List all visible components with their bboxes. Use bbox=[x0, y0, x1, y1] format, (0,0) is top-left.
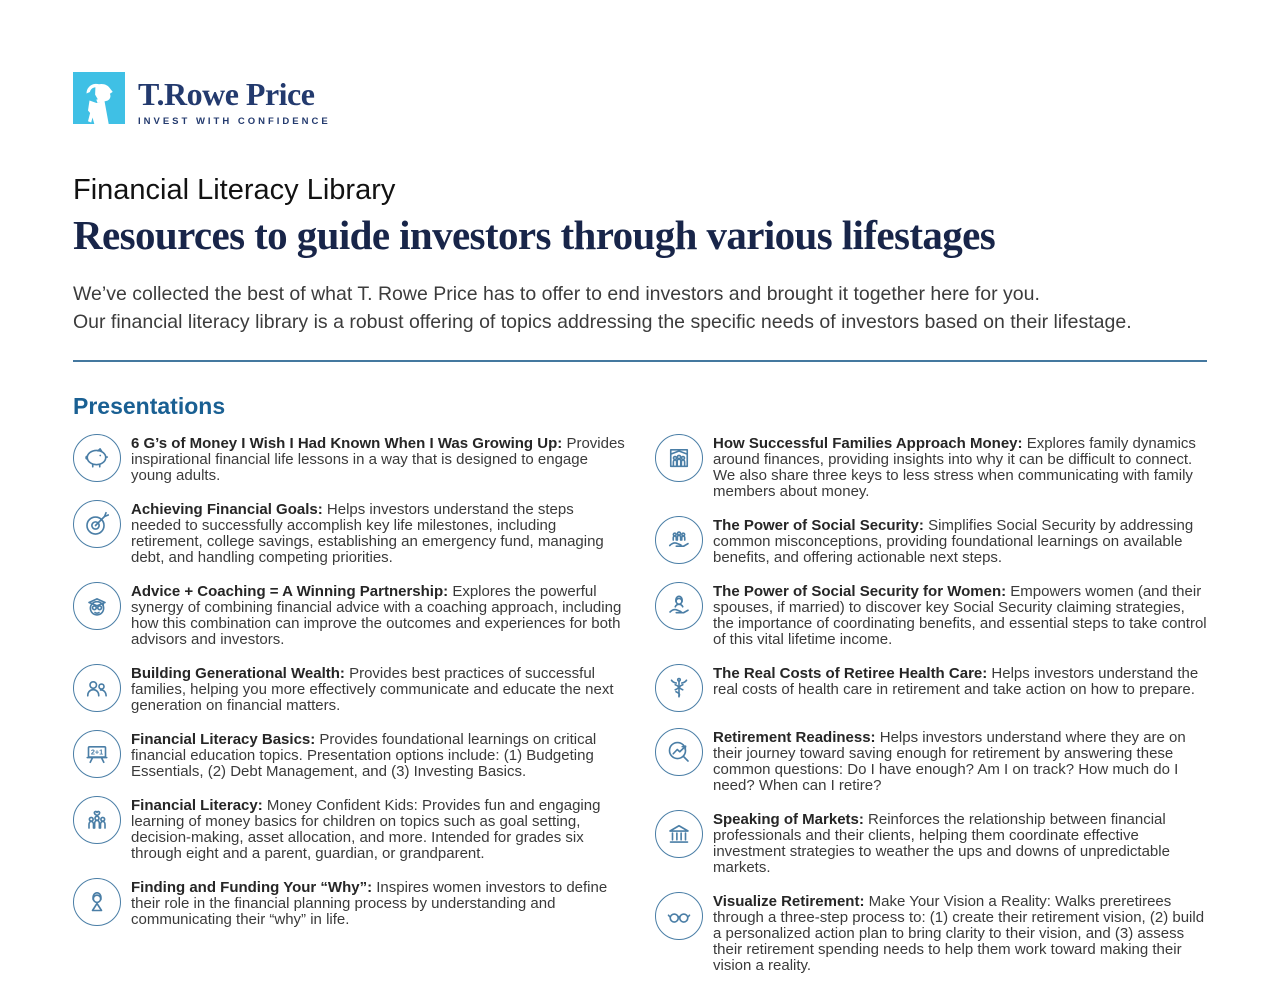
item-text: Building Generational Wealth: Provides best practices of successful families, helping you more effectively communicate and educate the next generation on financial matters. bbox=[131, 665, 614, 714]
item-achieving-financial-goals bbox=[73, 500, 625, 566]
piggy-bank-icon bbox=[73, 434, 121, 482]
item-text: Achieving Financial Goals: Helps investors understand the steps needed to successfully accomplish key life milestones, including retirement, college savings, establishing an emergency fund, managing debt, and handling competing priorities. bbox=[131, 501, 604, 566]
item-text: The Power of Social Security: Simplifies Social Security by addressing common misconceptions, providing foundational learnings on available benefits, and offering actionable next steps. bbox=[713, 517, 1194, 566]
bank-icon bbox=[655, 810, 703, 858]
item-text: The Power of Social Security for Women: Empowers women (and their spouses, if married) to discover key Social Security claiming strategies, the importance of coordinating benefits, and essential steps to take control of this vital lifetime income. bbox=[713, 583, 1207, 648]
family-portrait-icon bbox=[655, 434, 703, 482]
target-arrow-icon bbox=[73, 500, 121, 548]
item-text: Retirement Readiness: Helps investors understand where they are on their journey toward saving enough for retirement by answering these common questions: Do I have enough? Am I on track? How much do I need? When can I retire? bbox=[713, 729, 1186, 794]
family-heart-icon bbox=[73, 796, 121, 844]
left-column bbox=[73, 434, 625, 990]
eyeglasses-icon bbox=[655, 892, 703, 940]
item-text: Visualize Retirement: Make Your Vision a Reality: Walks preretirees through a three-step process to: (1) create their retirement vision, (2) build a personalized action plan to bring clarity to their vision, and (3) assess their retirement spending needs to help them work toward making their vision a reality. bbox=[713, 893, 1205, 974]
magnifier-trend-icon bbox=[655, 728, 703, 776]
ram-icon bbox=[73, 72, 125, 124]
item-text: The Real Costs of Retiree Health Care: Helps investors understand the real costs of health care in retirement and take action on how to prepare. bbox=[713, 665, 1199, 698]
brand-tagline: INVEST WITH CONFIDENCE bbox=[138, 116, 331, 127]
item-6gs-of-money bbox=[73, 434, 625, 484]
item-text: Financial Literacy Basics: Provides foundational learnings on critical financial education topics. Presentation options include: (1) Budgeting Essentials, (2) Debt Management, and (3) Investing Basics. bbox=[131, 731, 597, 780]
owl-graduate-icon bbox=[73, 582, 121, 630]
presentations-columns bbox=[73, 434, 1207, 990]
item-retiree-health-care bbox=[655, 664, 1207, 712]
hand-people-icon bbox=[655, 516, 703, 564]
woman-hand-icon bbox=[655, 582, 703, 630]
intro-line-1: We’ve collected the best of what T. Rowe Price has to offer to end investors and brought it together here for you. bbox=[73, 283, 1040, 305]
item-text: 6 G’s of Money I Wish I Had Known When I Was Growing Up: Provides inspirational financial life lessons in a way that is designed to engage young adults. bbox=[131, 435, 625, 484]
brand-text bbox=[138, 72, 331, 127]
right-column bbox=[655, 434, 1207, 990]
item-text: Finding and Funding Your “Why”: Inspires women investors to define their role in the financial planning process by understanding and communicating their “why” in life. bbox=[131, 879, 608, 928]
presentations-heading: Presentations bbox=[73, 393, 226, 419]
item-money-confident-kids bbox=[73, 796, 625, 862]
chalkboard-math-icon bbox=[73, 730, 121, 778]
item-text: Financial Literacy: Money Confident Kids: Provides fun and engaging learning of money basics for children on topics such as goal setting, decision-making, asset allocation, and more. Intended for grades six through eight and a parent, guardian, or grandparent. bbox=[131, 797, 601, 862]
brand-logo bbox=[73, 72, 1207, 127]
divider-rule bbox=[73, 360, 1207, 362]
item-text: Speaking of Markets: Reinforces the relationship between financial professionals and their clients, helping them coordinate effective investment strategies to weather the ups and downs of unpredictable markets. bbox=[713, 811, 1170, 876]
item-building-generational-wealth bbox=[73, 664, 625, 714]
item-finding-funding-why bbox=[73, 878, 625, 928]
item-successful-families bbox=[655, 434, 1207, 500]
item-power-social-security bbox=[655, 516, 1207, 566]
brand-wordmark: T.Rowe Price bbox=[138, 76, 315, 112]
item-financial-literacy-basics bbox=[73, 730, 625, 780]
item-visualize-retirement bbox=[655, 892, 1207, 974]
caduceus-icon bbox=[655, 664, 703, 712]
item-social-security-women bbox=[655, 582, 1207, 648]
item-retirement-readiness bbox=[655, 728, 1207, 794]
library-eyebrow: Financial Literacy Library bbox=[73, 174, 396, 206]
item-text: Advice + Coaching = A Winning Partnership: Explores the powerful synergy of combining financial advice with a coaching approach, including how this combination can improve the outcomes and experiences for both advisors and investors. bbox=[131, 583, 622, 648]
item-speaking-of-markets bbox=[655, 810, 1207, 876]
item-text: How Successful Families Approach Money: Explores family dynamics around finances, providing insights into why it can be difficult to connect. We also share three keys to less stress when communicating with family members about money. bbox=[713, 435, 1196, 500]
two-people-icon bbox=[73, 664, 121, 712]
page-title: Resources to guide investors through various lifestages bbox=[73, 212, 996, 258]
intro-line-2: Our financial literacy library is a robust offering of topics addressing the specific needs of investors based on their lifestage. bbox=[73, 311, 1132, 333]
woman-icon bbox=[73, 878, 121, 926]
chalkboard-math-text: 2+1 bbox=[90, 747, 104, 757]
intro-paragraph bbox=[73, 280, 1207, 336]
item-advice-coaching bbox=[73, 582, 625, 648]
